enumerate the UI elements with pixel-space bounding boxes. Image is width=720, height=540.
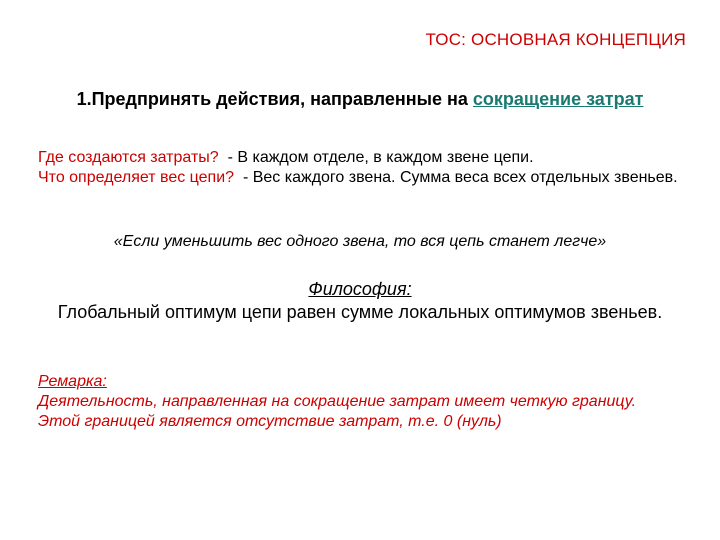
qa-answer: - В каждом отделе, в каждом звене цепи. (218, 149, 534, 166)
remark-block (38, 372, 688, 432)
heading-highlight: сокращение затрат (472, 89, 644, 109)
qa-item (38, 148, 688, 168)
remark-line-1: Деятельность, направленная на сокращение затрат имеет четкую границу. (38, 393, 637, 410)
philosophy-text: Глобальный оптимум цепи равен сумме локальных оптимумов звеньев. (57, 302, 663, 322)
qa-question: Где создаются затраты? (38, 149, 219, 166)
philosophy-label: Философия: (308, 279, 412, 299)
remark-line-2: Этой границей является отсутствие затрат, т.е. 0 (нуль) (38, 413, 502, 430)
main-heading (40, 88, 680, 111)
qa-question: Что определяет вес цепи? (38, 169, 235, 186)
slide-title: ТОС: ОСНОВНАЯ КОНЦЕПЦИЯ (425, 30, 686, 49)
question-answer-block (38, 148, 688, 188)
remark-label: Ремарка: (38, 373, 107, 390)
heading-prefix: 1.Предпринять действия, направленные на (76, 89, 473, 109)
qa-answer: - Вес каждого звена. Сумма веса всех отдельных звеньев. (234, 169, 678, 186)
quote: «Если уменьшить вес одного звена, то вся цепь станет легче» (113, 233, 607, 250)
philosophy-block (30, 278, 690, 324)
qa-item (38, 168, 688, 188)
